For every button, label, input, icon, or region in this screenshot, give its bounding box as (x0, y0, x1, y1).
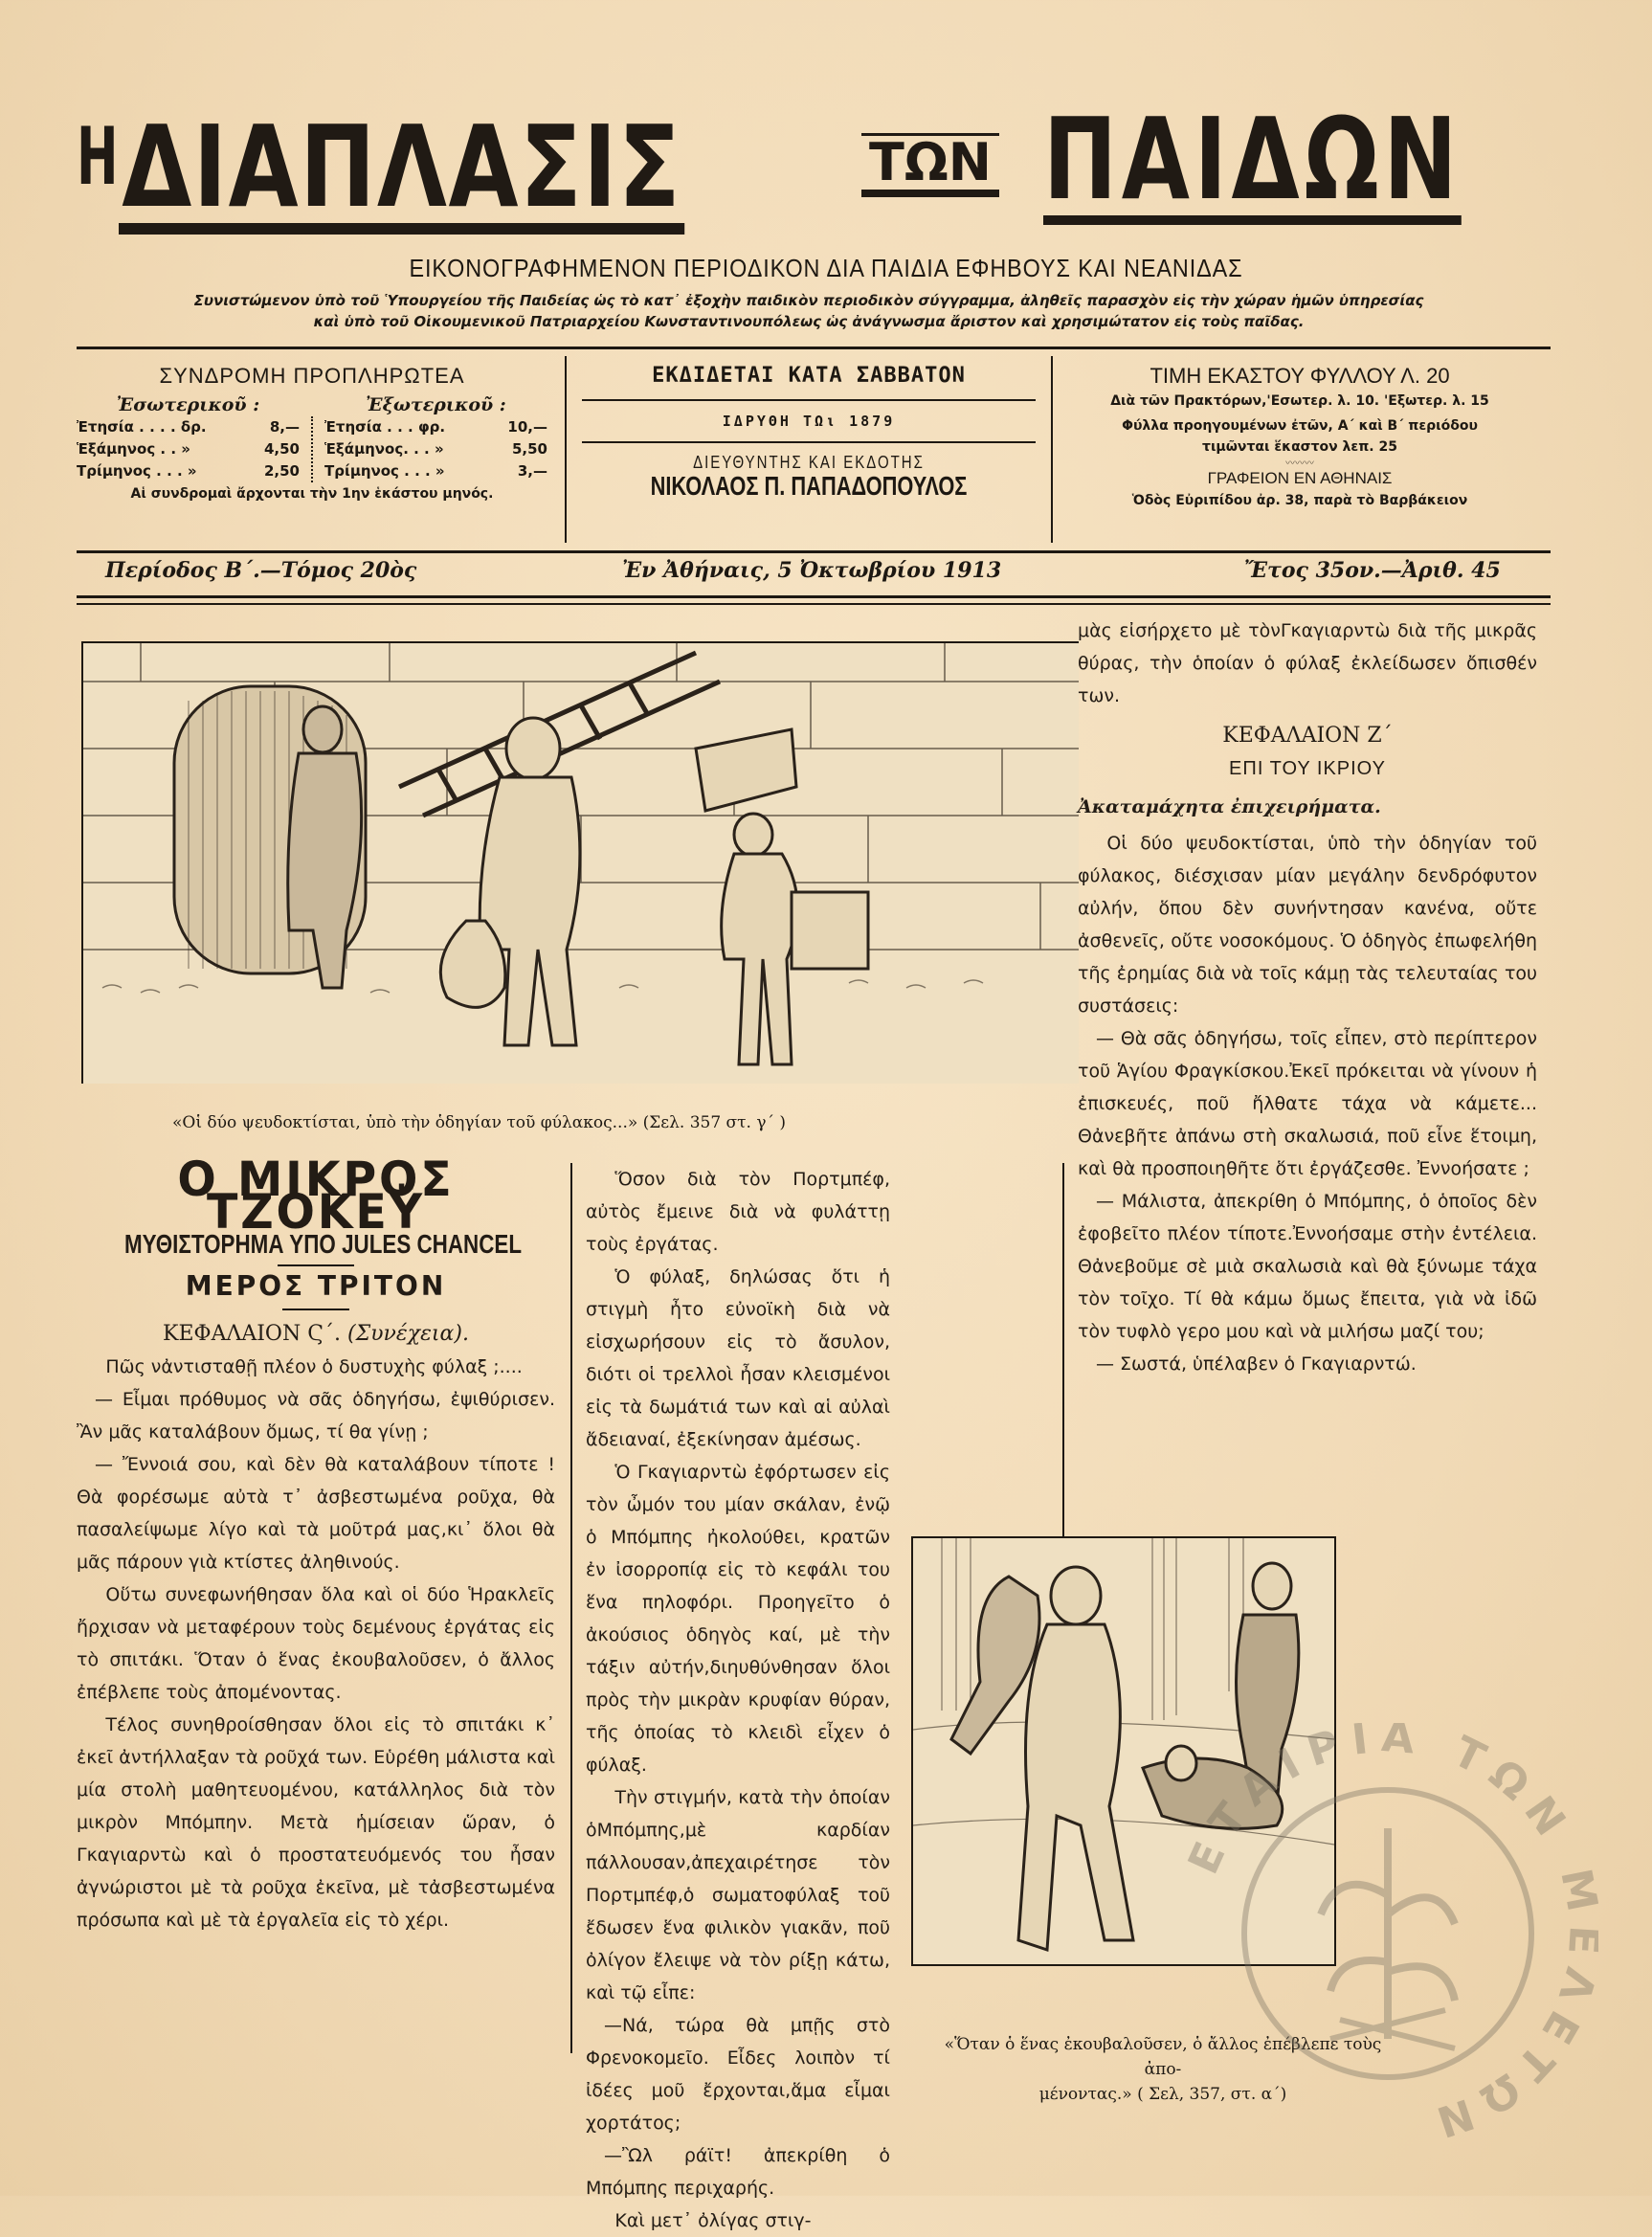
divider (77, 603, 1551, 605)
divider (1051, 356, 1053, 543)
price-row (77, 438, 300, 460)
chapter-heading: ΚΕΦΑΛΑΙΟΝ Ζ΄ (1222, 724, 1393, 748)
dateline-date: Ἐν Ἀθήναις, 5 Ὀκτωβρίου 1913 (622, 558, 1002, 583)
dateline-period: Περίοδος Β΄.—Τόμος 20ὸς (105, 558, 417, 583)
director-name: ΝΙΚΟΛΑΟΣ Π. ΠΑΠΑΔΟΠΟΥΛΟΣ (650, 471, 968, 501)
caption-line-1: «Ὅταν ὁ ἕνας ἐκουβαλοῦσεν, ὁ ἄλλος ἐπέβλεπε τοὺς ἀπο- (944, 2035, 1382, 2079)
top-illustration-caption: «Οἱ δύο ψευδοκτίσται, ὑπὸ τὴν ὁδηγίαν τοῦ φύλακος...» (Σελ. 357 στ. γ΄ ) (172, 1113, 787, 1132)
price-value: 5,50 (511, 440, 547, 458)
column-divider (570, 1163, 572, 2053)
agents-price: Διὰ τῶν Πρακτόρων,'Εσωτερ. λ. 10. 'Εξωτερ. λ. 15 (1110, 393, 1489, 409)
price-value: 2,50 (263, 462, 300, 480)
engraving-image (83, 643, 1079, 1084)
divider (278, 1264, 354, 1266)
divider (77, 550, 1551, 553)
publication-box (574, 364, 1043, 541)
price-row (77, 416, 300, 438)
masthead-title-main: ΔΙΑΠΛΑΣΙΣ (119, 110, 684, 235)
back-issues-line-2: τιμῶνται ἕκαστον λεπ. 25 (1202, 439, 1397, 455)
masthead-title-ton: ΤΩΝ (861, 133, 999, 197)
publication-schedule: ΕΚΔΙΔΕΤΑΙ ΚΑΤΑ ΣΑΒΒΑΤΟΝ (652, 364, 966, 388)
stamp-seal-icon (1177, 1723, 1598, 2144)
price-label: Ἐτησία . . . . δρ. (77, 418, 207, 436)
price-row (77, 460, 300, 482)
office-address: Ὁδὸς Εὐριπίδου ἀρ. 38, παρὰ τὸ Βαρβάκειον (1131, 493, 1468, 508)
chapter-heading (77, 1318, 555, 1351)
divider (282, 1309, 349, 1310)
foreign-prices (324, 416, 547, 482)
paragraph: — Εἶμαι πρόθυμος νὰ σᾶς ὁδηγήσω, ἐψιθύρισεν. Ἂν μᾶς καταλάβουν ὅμως, τί θα γίνῃ ; (77, 1389, 555, 1443)
price-label: Ἐτησία . . . φρ. (324, 418, 446, 436)
price-row (324, 460, 547, 482)
subscription-note: Αἱ συνδρομαὶ ἄρχονται τὴν 1ην ἑκάστου μηνός. (130, 486, 494, 502)
illustration-workers-with-ladder (81, 641, 1079, 1084)
divider (77, 347, 1551, 349)
price-heading: ΤΙΜΗ ΕΚΑΣΤΟΥ ΦΥΛΛΟΥ Λ. 20 (1150, 364, 1450, 388)
column-1 (77, 1152, 555, 1936)
subscription-table (77, 394, 547, 482)
divider (565, 356, 567, 543)
publication-founded: ΙΔΡΥΘΗ ΤΩι 1879 (722, 413, 896, 430)
price-label: Ἑξάμηνος . . » (77, 440, 190, 458)
paragraph: — Μάλιστα, ἀπεκρίθη ὁ Μπόμπης, ὁ ὁποῖος δὲν ἐφοβεῖτο πλέον τίποτε.Ἐννοήσαμε στὴν ἐντέλεια. Θἀνεβοῦμε σὲ μιὰ σκαλωσιὰ καὶ θὰ ξύνωμε τάχα τὸν τοῖχο. Τί θὰ κάμω ὅμως ἔπειτα, γιὰ νὰ ἰδῶ τὸν τυφλὸ γερο μου καὶ νὰ μιλήσω μαζί του; (1078, 1191, 1537, 1342)
archive-stamp (1177, 1723, 1598, 2144)
chapter-title: ΕΠΙ ΤΟΥ ΙΚΡΙΟΥ (1229, 758, 1386, 779)
recommendation-line-2: καὶ ὑπὸ τοῦ Οἰκουμενικοῦ Πατριαρχείου Κωνσταντινουπόλεως ὡς ἀνάγνωσμα ἄριστον καὶ χρησιμώτατον εἰς τοὺς παῖδας. (313, 313, 1305, 330)
paragraph: —Νά, τώρα θὰ μπῇς στὸ Φρενοκομεῖο. Εἶδες λοιπὸν τί ἰδέες μοῦ ἔρχονται,ἅμα εἶμαι χορτάτος; (586, 2015, 890, 2134)
novel-part: ΜΕΡΟΣ ΤΡΙΤΟΝ (185, 1270, 447, 1302)
price-value: 4,50 (263, 440, 300, 458)
paragraph: Πῶς νἀντισταθῇ πλέον ὁ δυστυχὴς φύλαξ ;.... (105, 1356, 523, 1377)
paragraph: — Σωστά, ὑπέλαβεν ὁ Γκαγιαρντώ. (1096, 1353, 1417, 1375)
back-issues-line-1: Φύλλα προηγουμένων ἐτῶν, Α΄ καὶ Β΄ περιόδου (1122, 418, 1478, 434)
novel-title: Ο ΜΙΚΡΟΣ ΤΖΟΚΕΫ (177, 1152, 455, 1240)
paragraph: Καὶ μετ᾽ ὀλίγας στιγ- (614, 2210, 812, 2231)
subscription-heading: ΣΥΝΔΡΟΜΗ ΠΡΟΠΛΗΡΩΤΕΑ (159, 364, 465, 388)
masthead-article: Η (77, 112, 119, 204)
paragraph: Ὁ Γκαγιαρντὼ ἐφόρτωσεν εἰς τὸν ὦμόν του μίαν σκάλαν, ἐνῷ ὁ Μπόμπης ἠκολούθει, κρατῶν ἐν ἰσορροπίᾳ εἰς τὸ κεφάλι του ἕνα πηλοφόρι. Προηγεῖτο ὁ ἀκούσιος ὁδηγὸς καί, μὲ τὴν τάξιν αὐτήν,διηυθύνθησαν ὅλοι πρὸς τὴν μικρὰν κρυφίαν θύραν, τῆς ὁποίας τὸ κλειδὶ εἶχεν ὁ φύλαξ. (586, 1462, 890, 1776)
director-label: ΔΙΕΥΘΥΝΤΗΣ ΚΑΙ ΕΚΔΟΤΗΣ (693, 453, 925, 473)
paragraph: Ὁ φύλαξ, δηλώσας ὅτι ἡ στιγμὴ ἦτο εὐνοϊκὴ διὰ νὰ εἰσχωρήσουν εἰς τὸ ἄσυλον, διότι οἱ τρελλοὶ ἦσαν κλεισμένοι εἰς τὰ δωμάτιά των καὶ αἱ αὐλαὶ ἄδειαναί, ἐξεκίνησαν ἀμέσως. (586, 1266, 890, 1450)
chapter-subtitle: Ἀκαταμάχητα ἐπιχειρήματα. (1078, 796, 1381, 817)
divider (582, 399, 1036, 401)
price-value: 10,— (507, 418, 547, 436)
pricing-box (1060, 364, 1539, 541)
novel-subtitle: ΜΥΘΙΣΤΟΡΗΜΑ ΥΠΟ JULES CHANCEL (124, 1229, 523, 1259)
masthead-title-end: ΠΑΙΔΩΝ (1043, 93, 1462, 225)
price-row (324, 416, 547, 438)
price-row (324, 438, 547, 460)
ornament-divider: 〰〰〰 (1285, 459, 1314, 469)
paragraph: —Ὢλ ράϊτ! ἀπεκρίθη ὁ Μπόμπης περιχαρής. (586, 2145, 890, 2199)
price-value: 3,— (517, 462, 547, 480)
masthead-subtitle: ΕΙΚΟΝΟΓΡΑΦΗΜΕΝΟΝ ΠΕΡΙΟΔΙΚΟΝ ΔΙΑ ΠΑΙΔΙΑ ΕΦΗΒΟΥΣ ΚΑΙ ΝΕΑΝΙΔΑΣ (409, 254, 1243, 282)
price-label: Ἑξάμηνος. . . » (324, 440, 444, 458)
paragraph: Τέλος συνηθροίσθησαν ὅλοι εἰς τὸ σπιτάκι κ᾽ ἐκεῖ ἀντήλλαξαν τὰ ροῦχά των. Εὑρέθη μάλιστα καὶ μία στολὴ μαθητευομένου, κατάλληλος διὰ τὸν μικρὸν Μπόμπην. Μετὰ ἡμίσειαν ὥραν, ὁ Γκαγιαρντὼ καὶ ὁ προστατευόμενός του ἦσαν ἀγνώριστοι μὲ τὰ ροῦχα ἐκεῖνα, μὲ τἀσβεστωμένα πρόσωπα καὶ μὲ τὰ ἐργαλεῖα εἰς τὸ χέρι. (77, 1714, 555, 1931)
paragraph: Οὕτω συνεφωνήθησαν ὅλα καὶ οἱ δύο Ἡρακλεῖς ἤρχισαν νὰ μεταφέρουν τοὺς δεμένους ἐργάτας εἰς τὸ σπιτάκι. Ὅταν ὁ ἕνας ἐκουβαλοῦσεν, ὁ ἄλλος ἐπέβλεπε τοὺς ἀπομένοντας. (77, 1584, 555, 1703)
paragraph: Ὅσον διὰ τὸν Πορτμπέφ, αὐτὸς ἔμεινε διὰ νὰ φυλάττῃ τοὺς ἐργάτας. (586, 1169, 890, 1255)
caption-line-2: μένοντας.» ( Σελ, 357, στ. α΄) (1038, 2085, 1287, 2104)
chapter-note: (Συνέχεια). (347, 1322, 469, 1346)
paragraph: μὰς εἰσήρχετο μὲ τὸνΓκαγιαρντὼ διὰ τῆς μικρᾶς θύρας, τὴν ὁποίαν ὁ φύλαξ ἐκλείδωσεν ὄπισθέν των. (1078, 620, 1537, 706)
column-3 (1078, 615, 1537, 1380)
column-2 (586, 1163, 890, 2237)
stamp-text: ΕΤΑΙΡΙΑ ΤΩΝ ΕΤΩΝ (1178, 1723, 1589, 2144)
wavy-divider (311, 416, 315, 482)
divider (582, 441, 1036, 443)
masthead-recommendation (77, 290, 1541, 332)
paragraph: — Θὰ σᾶς ὁδηγήσω, τοῖς εἶπεν, στὸ περίπτερον τοῦ Ἁγίου Φραγκίσκου.Ἐκεῖ πρόκειται νὰ γίνουν ἡ ἐπισκευές, ποῦ ἤλθατε τάχα νὰ κάμετε... Θἀνεβῆτε ἀπάνω στὴ σκαλωσιά, ποῦ εἶνε ἕτοιμη, καὶ θὰ προσποιηθῆτε ὅτι ἐργάζεσθε. Ἐννοήσατε ; (1078, 1028, 1537, 1179)
recommendation-line-1: Συνιστώμενον ὑπὸ τοῦ Ὑπουργείου τῆς Παιδείας ὡς τὸ κατ᾽ ἐξοχὴν παιδικὸν περιοδικὸν σύγγραμμα, ἀληθεῖς παρασχὸν εἰς τὴν χώραν ἡμῶν ὑπηρεσίας (193, 292, 1424, 309)
dateline-issue: Ἔτος 35ον.—Ἀριθ. 45 (1244, 558, 1501, 583)
divider (77, 595, 1551, 598)
novel-header (77, 1152, 555, 1351)
subscription-box (77, 364, 547, 541)
paragraph: Οἱ δύο ψευδοκτίσται, ὑπὸ τὴν ὁδηγίαν τοῦ φύλακος, διέσχισαν μίαν μεγάλην δενδρόφυτον αὐλήν, ὅπου δὲν συνήντησαν κανένα, οὔτε ἀσθενεῖς, οὔτε νοσοκόμους. Ὁ ὁδηγὸς ἐπωφελήθη τῆς ἐρημίας διὰ νὰ τοῖς κάμῃ τὰς τελευταίας του συστάσεις: (1078, 833, 1537, 1017)
domestic-label: Ἐσωτερικοῦ : (116, 394, 260, 415)
price-value: 8,— (269, 418, 300, 436)
price-label: Τρίμηνος . . . » (77, 462, 197, 480)
masthead-title (77, 91, 1531, 235)
price-label: Τρίμηνος . . . » (324, 462, 445, 480)
office-heading: ΓΡΑΦΕΙΟΝ ΕΝ ΑΘΗΝΑΙΣ (1207, 469, 1393, 487)
domestic-prices (77, 416, 300, 482)
paragraph: — Ἔννοιά σου, καὶ δὲν θὰ καταλάβουν τίποτε ! Θὰ φορέσωμε αὐτὰ τ᾽ ἀσβεστωμένα ροῦχα, θὰ πασαλείψωμε λίγο καὶ τὰ μοῦτρά μας,κι᾽ ὅλοι θὰ μᾶς πάρουν γιὰ κτίστες ἀληθινούς. (77, 1454, 555, 1573)
chapter-number: ΚΕΦΑΛΑΙΟΝ Ϛ΄. (163, 1322, 342, 1346)
foreign-label: Ἐξωτερικοῦ : (366, 394, 506, 415)
paragraph: Τὴν στιγμήν, κατὰ τὴν ὁποίαν ὁΜπόμπης,μὲ καρδίαν πάλλουσαν,ἀπεχαιρέτησε τὸν Πορτμπέφ,ὁ σωματοφύλαξ τοῦ ἔδωσεν ἕνα φιλικὸν γιακᾶν, ποῦ ὀλίγον ἔλειψε νὰ τὸν ρίξῃ κάτω, καὶ τῷ εἶπε: (586, 1787, 890, 2003)
